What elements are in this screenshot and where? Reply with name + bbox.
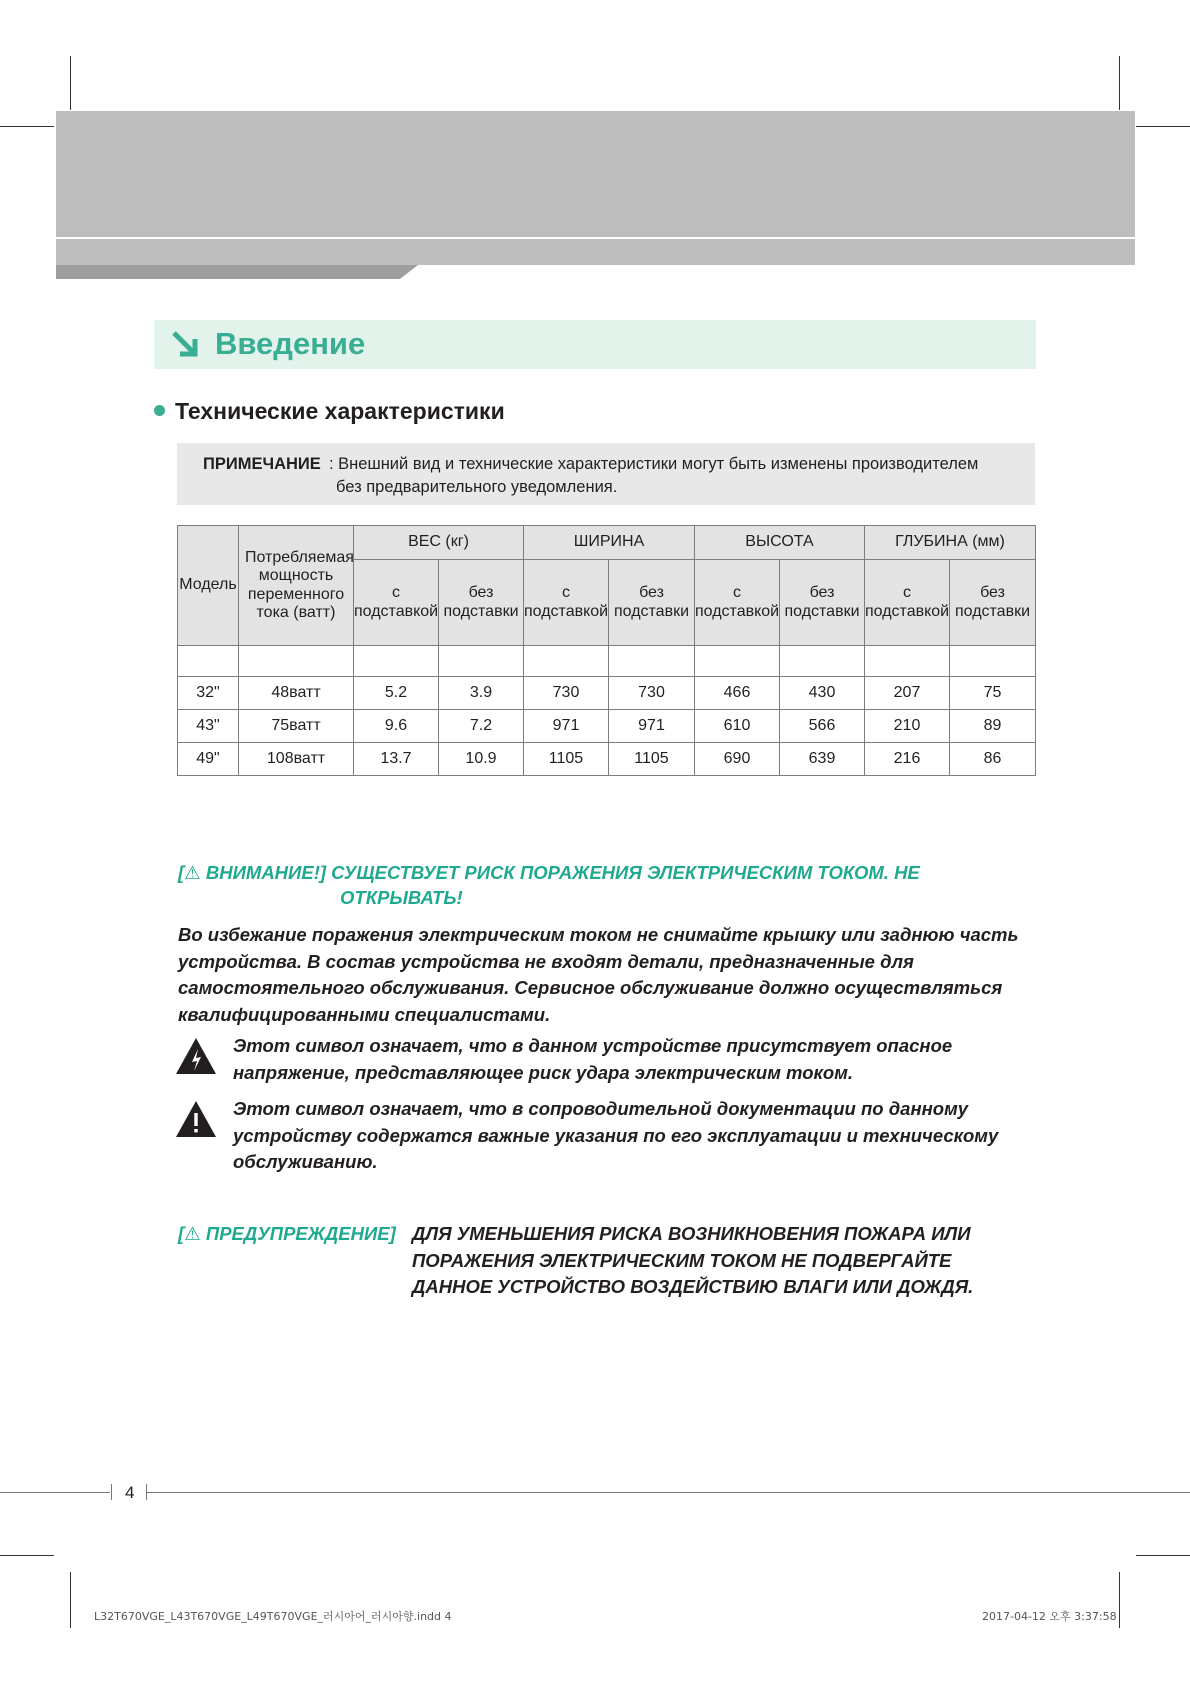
table-cell: 48ватт	[239, 677, 354, 710]
subheading-text: Технические характеристики	[175, 398, 505, 424]
table-cell: 32"	[178, 677, 239, 710]
table-cell: 7.2	[439, 710, 524, 743]
header-band-lower	[56, 239, 1135, 265]
spec-table	[177, 525, 1036, 776]
table-cell: 610	[695, 710, 780, 743]
header-tab	[56, 265, 418, 279]
table-cell: 13.7	[354, 743, 439, 776]
crop-mark	[70, 1572, 71, 1628]
table-cell: 207	[865, 677, 950, 710]
page-rule-tick	[111, 1484, 112, 1500]
crop-mark	[1119, 56, 1120, 110]
footer-filename: L32T670VGE_L43T670VGE_L49T670VGE_러시아어_러시아향.indd 4	[94, 1610, 452, 1623]
table-cell: 9.6	[354, 710, 439, 743]
table-cell: 89	[950, 710, 1036, 743]
crop-mark	[70, 56, 71, 110]
table-cell: 75ватт	[239, 710, 354, 743]
subheader-without-stand: без подставки	[950, 560, 1036, 646]
table-row-empty	[178, 646, 1036, 677]
subheader-without-stand: без подставки	[780, 560, 865, 646]
note-label: ПРИМЕЧАНИЕ	[203, 455, 321, 473]
page-rule	[0, 1492, 110, 1493]
subheader-with-stand: с подставкой	[524, 560, 609, 646]
footer-date: 2017-04-12 오후 3:37:58	[982, 1610, 1117, 1623]
table-cell: 3.9	[439, 677, 524, 710]
table-cell	[524, 646, 609, 677]
table-cell: 730	[609, 677, 695, 710]
voltage-symbol-text: Этот символ означает, что в данном устройстве присутствует опасное напряжение, представляющее риск удара электрическим током.	[233, 1035, 953, 1083]
table-cell: 971	[524, 710, 609, 743]
table-cell: 43"	[178, 710, 239, 743]
table-cell	[439, 646, 524, 677]
table-cell: 566	[780, 710, 865, 743]
info-symbol-text: Этот символ означает, что в сопроводительной документации по данному устройству содержатся важные указания по его эксплуатации и техническому обслуживанию.	[233, 1098, 999, 1172]
table-cell: 210	[865, 710, 950, 743]
crop-mark	[0, 1555, 54, 1556]
warning-heading	[178, 860, 920, 910]
arrow-down-right-icon	[170, 329, 200, 359]
header-power: Потребляемая мощность переменного тока (ватт)	[239, 526, 354, 646]
table-cell	[950, 646, 1036, 677]
table-row	[178, 743, 1036, 776]
table-cell	[695, 646, 780, 677]
lightning-warning-icon	[175, 1037, 217, 1075]
note-text-continued: без предварительного уведомления.	[336, 478, 618, 496]
subheader-with-stand: с подставкой	[354, 560, 439, 646]
subheader-with-stand: с подставкой	[865, 560, 950, 646]
crop-mark	[1119, 1572, 1120, 1628]
table-cell: 971	[609, 710, 695, 743]
table-cell: 49"	[178, 743, 239, 776]
header-height: ВЫСОТА	[695, 526, 865, 560]
subheading	[154, 398, 505, 425]
header-width: ШИРИНА	[524, 526, 695, 560]
crop-mark	[1136, 1555, 1190, 1556]
table-cell: 1105	[609, 743, 695, 776]
table-cell	[239, 646, 354, 677]
crop-mark	[0, 126, 54, 127]
table-cell: 430	[780, 677, 865, 710]
table-cell: 5.2	[354, 677, 439, 710]
warning-heading-line2: ОТКРЫВАТЬ!	[340, 887, 463, 908]
header-weight: ВЕС (кг)	[354, 526, 524, 560]
caution-label: [⚠ ПРЕДУПРЕЖДЕНИЕ]	[178, 1223, 396, 1244]
table-cell: 1105	[524, 743, 609, 776]
table-cell: 108ватт	[239, 743, 354, 776]
subheader-with-stand: с подставкой	[695, 560, 780, 646]
table-cell: 10.9	[439, 743, 524, 776]
header-band	[56, 111, 1135, 237]
page-number: 4	[125, 1483, 135, 1502]
bullet-icon	[154, 405, 165, 416]
table-cell	[865, 646, 950, 677]
subheader-without-stand: без подставки	[439, 560, 524, 646]
header-depth: ГЛУБИНА (мм)	[865, 526, 1036, 560]
page-rule	[146, 1492, 1190, 1493]
header-model: Модель	[178, 526, 239, 646]
table-cell	[178, 646, 239, 677]
table-cell: 639	[780, 743, 865, 776]
table-row	[178, 677, 1036, 710]
table-cell: 690	[695, 743, 780, 776]
section-title: Введение	[215, 326, 366, 361]
table-cell: 216	[865, 743, 950, 776]
warning-heading-line1: [⚠ ВНИМАНИЕ!] СУЩЕСТВУЕТ РИСК ПОРАЖЕНИЯ ЭЛЕКТРИЧЕСКИМ ТОКОМ. НЕ	[178, 862, 920, 883]
table-cell: 75	[950, 677, 1036, 710]
subheader-without-stand: без подставки	[609, 560, 695, 646]
table-row	[178, 710, 1036, 743]
warning-body: Во избежание поражения электрическим током не снимайте крышку или заднюю часть устройства. В состав устройства не входят детали, предназначенные для самостоятельного обслуживания. Сервисное обслуживание должно осуществляться квалифицированными специалистами.	[178, 924, 1019, 1025]
table-cell	[780, 646, 865, 677]
caution-text: ДЛЯ УМЕНЬШЕНИЯ РИСКА ВОЗНИКНОВЕНИЯ ПОЖАРА ИЛИ ПОРАЖЕНИЯ ЭЛЕКТРИЧЕСКИМ ТОКОМ НЕ ПОДВЕРГАЙТЕ ДАННОЕ УСТРОЙСТВО ВОЗДЕЙСТВИЮ ВЛАГИ ИЛИ ДОЖДЯ.	[412, 1223, 974, 1297]
table-cell: 86	[950, 743, 1036, 776]
note-text: : Внешний вид и технические характеристики могут быть изменены производителем	[329, 455, 979, 473]
crop-mark	[1136, 126, 1190, 127]
table-cell: 466	[695, 677, 780, 710]
table-cell	[609, 646, 695, 677]
exclamation-warning-icon	[175, 1100, 217, 1138]
table-cell	[354, 646, 439, 677]
table-cell: 730	[524, 677, 609, 710]
